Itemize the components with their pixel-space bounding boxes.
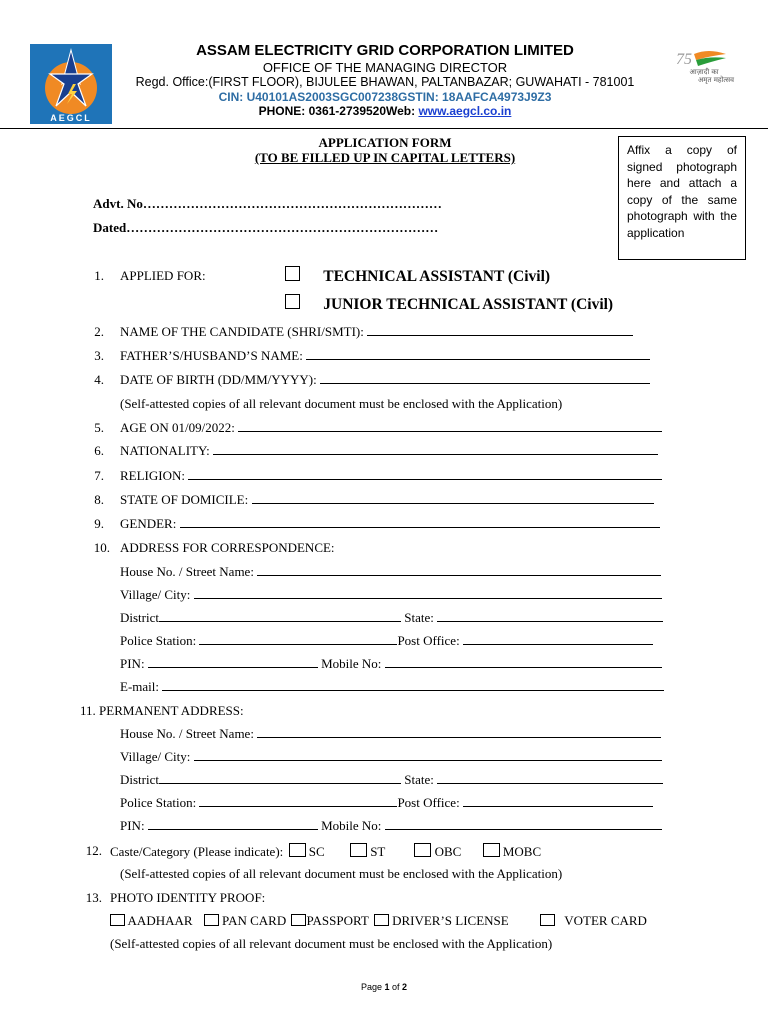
corr-mobile-label: Mobile No: bbox=[321, 656, 382, 671]
corr-email-label: E-mail: bbox=[120, 679, 159, 694]
corr-email-input[interactable] bbox=[162, 679, 664, 691]
checkbox-sc[interactable] bbox=[289, 843, 306, 857]
azadi-text-2: अमृत महोत्सव bbox=[697, 76, 735, 84]
id-self-attested-note: (Self-attested copies of all relevant document must be enclosed with the Application) bbox=[110, 936, 553, 951]
item-number: 10. bbox=[93, 540, 110, 555]
nationality-label: NATIONALITY: bbox=[120, 443, 210, 458]
corr-po-label: Post Office: bbox=[397, 633, 460, 648]
gender-label: GENDER: bbox=[120, 516, 177, 531]
corr-village-input[interactable] bbox=[194, 587, 662, 599]
perm-police-input[interactable] bbox=[199, 795, 397, 807]
dob-input[interactable] bbox=[320, 372, 650, 384]
dated-field[interactable]: Dated……………………………………………………………… bbox=[93, 220, 439, 235]
corr-po-input[interactable] bbox=[463, 633, 653, 645]
perm-mobile-input[interactable] bbox=[385, 818, 662, 830]
phone-web bbox=[120, 104, 650, 118]
corr-police-input[interactable] bbox=[199, 633, 397, 645]
perm-state-input[interactable] bbox=[437, 772, 663, 784]
perm-po-input[interactable] bbox=[463, 795, 653, 807]
father-name-label: FATHER’S/HUSBAND’S NAME: bbox=[120, 348, 303, 363]
corr-village-field[interactable] bbox=[120, 587, 662, 603]
corr-state-label: State: bbox=[404, 610, 434, 625]
dob-label: DATE OF BIRTH (DD/MM/YYYY): bbox=[120, 372, 317, 387]
item-number: 3. bbox=[94, 348, 104, 363]
corr-police-label: Police Station: bbox=[120, 633, 197, 648]
post-option-jta[interactable] bbox=[285, 294, 613, 313]
caste-label: Caste/Category (Please indicate): bbox=[110, 844, 284, 859]
azadi-text-1: आज़ादी का bbox=[689, 68, 719, 76]
id-option-aadhaar: AADHAAR bbox=[127, 913, 193, 928]
perm-district-label: District bbox=[120, 772, 159, 787]
corr-house-label: House No. / Street Name: bbox=[120, 564, 254, 579]
perm-house-field[interactable] bbox=[120, 726, 661, 742]
father-name-field[interactable] bbox=[120, 348, 650, 364]
checkbox-ta[interactable] bbox=[285, 266, 300, 281]
item-number: 4. bbox=[94, 372, 104, 387]
page-total: 2 bbox=[402, 982, 408, 992]
checkbox-jta[interactable] bbox=[285, 294, 300, 309]
religion-field[interactable] bbox=[120, 468, 662, 484]
perm-house-label: House No. / Street Name: bbox=[120, 726, 254, 741]
perm-police-po-field[interactable] bbox=[120, 795, 653, 811]
perm-pin-input[interactable] bbox=[148, 818, 318, 830]
perm-address-heading bbox=[80, 703, 244, 719]
nationality-input[interactable] bbox=[213, 443, 658, 455]
form-title bbox=[230, 135, 540, 165]
perm-pin-mobile-field[interactable] bbox=[120, 818, 662, 834]
candidate-name-label: NAME OF THE CANDIDATE (SHRI/SMTI): bbox=[120, 324, 364, 339]
header-rule bbox=[0, 128, 768, 129]
perm-district-input[interactable] bbox=[159, 772, 401, 784]
page-number: 1 bbox=[384, 982, 390, 992]
checkbox-pan[interactable] bbox=[204, 914, 219, 926]
caste-option-st: ST bbox=[370, 844, 386, 859]
page-prefix: Page bbox=[360, 982, 385, 992]
regd-office: Regd. Office:(FIRST FLOOR), BIJULEE BHAWAN, PALTANBAZAR; GUWAHATI - 781001 bbox=[135, 75, 635, 89]
checkbox-passport[interactable] bbox=[291, 914, 306, 926]
corr-village-label: Village/ City: bbox=[120, 587, 191, 602]
azadi-amrit-mahotsav-logo bbox=[668, 46, 738, 86]
domicile-field[interactable] bbox=[120, 492, 654, 508]
candidate-name-input[interactable] bbox=[367, 324, 633, 336]
checkbox-aadhaar[interactable] bbox=[110, 914, 125, 926]
corr-pin-label: PIN: bbox=[120, 656, 145, 671]
item-number: 8. bbox=[94, 492, 104, 507]
caste-field bbox=[110, 843, 541, 860]
corr-district-input[interactable] bbox=[159, 610, 401, 622]
phone: PHONE: 0361-2739520Web: bbox=[258, 104, 419, 118]
corr-pin-input[interactable] bbox=[148, 656, 318, 668]
nationality-field[interactable] bbox=[120, 443, 658, 459]
domicile-input[interactable] bbox=[252, 492, 654, 504]
perm-village-label: Village/ City: bbox=[120, 749, 191, 764]
perm-district-state-field[interactable] bbox=[120, 772, 663, 788]
corr-state-input[interactable] bbox=[437, 610, 663, 622]
dob-field[interactable] bbox=[120, 372, 650, 388]
item-number: 11. bbox=[80, 703, 96, 718]
caste-option-mobc: MOBC bbox=[502, 844, 542, 859]
item-number: 2. bbox=[94, 324, 104, 339]
cin-gstin: CIN: U40101AS2003SGC007238GSTIN: 18AAFCA4973J9Z3 bbox=[218, 90, 552, 104]
perm-village-field[interactable] bbox=[120, 749, 662, 765]
azadi-number: 75 bbox=[676, 51, 692, 68]
caste-option-obc: OBC bbox=[434, 844, 462, 859]
checkbox-obc[interactable] bbox=[414, 843, 431, 857]
item-number: 12. bbox=[85, 843, 102, 858]
item-number: 6. bbox=[94, 443, 104, 458]
org-name: ASSAM ELECTRICITY GRID CORPORATION LIMITED bbox=[196, 42, 574, 59]
photo-id-options bbox=[110, 913, 647, 929]
candidate-name-field[interactable] bbox=[120, 324, 633, 340]
gender-field[interactable] bbox=[120, 516, 660, 532]
corr-address-label: ADDRESS FOR CORRESPONDENCE: bbox=[120, 540, 335, 555]
perm-police-label: Police Station: bbox=[120, 795, 197, 810]
perm-po-label: Post Office: bbox=[397, 795, 460, 810]
self-attested-note: (Self-attested copies of all relevant document must be enclosed with the Application) bbox=[120, 396, 563, 411]
photo-box[interactable]: Affix a copy of signed photograph here and attach a copy of the same photograph with the application bbox=[618, 136, 746, 260]
corr-mobile-input[interactable] bbox=[385, 656, 662, 668]
checkbox-mobc[interactable] bbox=[483, 843, 500, 857]
corr-police-po-field[interactable] bbox=[120, 633, 653, 649]
checkbox-driving-license[interactable] bbox=[374, 914, 389, 926]
id-option-voter-card: VOTER CARD bbox=[564, 913, 647, 928]
form-title-line2: (TO BE FILLED UP IN CAPITAL LETTERS) bbox=[254, 150, 516, 165]
logo-text: AEGCL bbox=[50, 113, 92, 123]
age-field[interactable] bbox=[120, 420, 662, 436]
aegcl-logo bbox=[30, 44, 112, 124]
perm-state-label: State: bbox=[404, 772, 434, 787]
photo-id-label: PHOTO IDENTITY PROOF: bbox=[110, 890, 266, 905]
office-name: OFFICE OF THE MANAGING DIRECTOR bbox=[262, 60, 508, 75]
gender-input[interactable] bbox=[180, 516, 660, 528]
corr-district-label: District bbox=[120, 610, 159, 625]
corr-house-field[interactable] bbox=[120, 564, 661, 580]
corr-house-input[interactable] bbox=[257, 564, 661, 576]
item-number: 7. bbox=[94, 468, 104, 483]
perm-house-input[interactable] bbox=[257, 726, 661, 738]
corr-district-state-field[interactable] bbox=[120, 610, 663, 626]
website-link[interactable]: www.aegcl.co.in bbox=[418, 104, 512, 118]
letterhead bbox=[120, 42, 650, 118]
age-input[interactable] bbox=[238, 420, 662, 432]
page-of: of bbox=[389, 982, 403, 992]
religion-input[interactable] bbox=[188, 468, 662, 480]
caste-self-attested-note: (Self-attested copies of all relevant document must be enclosed with the Application) bbox=[120, 866, 563, 881]
item-number: 13. bbox=[85, 890, 102, 905]
advt-no-field[interactable]: Advt. No…………………………………………………………… bbox=[93, 196, 442, 211]
caste-option-sc: SC bbox=[308, 844, 325, 859]
id-option-pan: PAN CARD bbox=[222, 913, 287, 928]
post-option-ta[interactable] bbox=[285, 266, 550, 285]
father-name-input[interactable] bbox=[306, 348, 650, 360]
perm-village-input[interactable] bbox=[194, 749, 662, 761]
form-title-line1: APPLICATION FORM bbox=[318, 135, 452, 150]
id-option-passport: PASSPORT bbox=[306, 913, 369, 928]
post-label-jta: JUNIOR TECHNICAL ASSISTANT (Civil) bbox=[323, 296, 614, 313]
religion-label: RELIGION: bbox=[120, 468, 185, 483]
checkbox-voter-card[interactable] bbox=[540, 914, 555, 926]
perm-mobile-label: Mobile No: bbox=[321, 818, 382, 833]
item-number: 9. bbox=[94, 516, 104, 531]
perm-address-label: PERMANENT ADDRESS: bbox=[99, 703, 244, 718]
corr-email-field[interactable] bbox=[120, 679, 664, 695]
perm-pin-label: PIN: bbox=[120, 818, 145, 833]
item-number: 5. bbox=[94, 420, 104, 435]
corr-pin-mobile-field[interactable] bbox=[120, 656, 662, 672]
item-number: 1. bbox=[94, 268, 104, 283]
id-option-driving-license: DRIVER’S LICENSE bbox=[392, 913, 509, 928]
applied-for-label: APPLIED FOR: bbox=[120, 268, 206, 283]
age-label: AGE ON 01/09/2022: bbox=[120, 420, 235, 435]
page-footer bbox=[0, 982, 768, 992]
post-label-ta: TECHNICAL ASSISTANT (Civil) bbox=[323, 268, 551, 285]
domicile-label: STATE OF DOMICILE: bbox=[120, 492, 249, 507]
checkbox-st[interactable] bbox=[350, 843, 367, 857]
